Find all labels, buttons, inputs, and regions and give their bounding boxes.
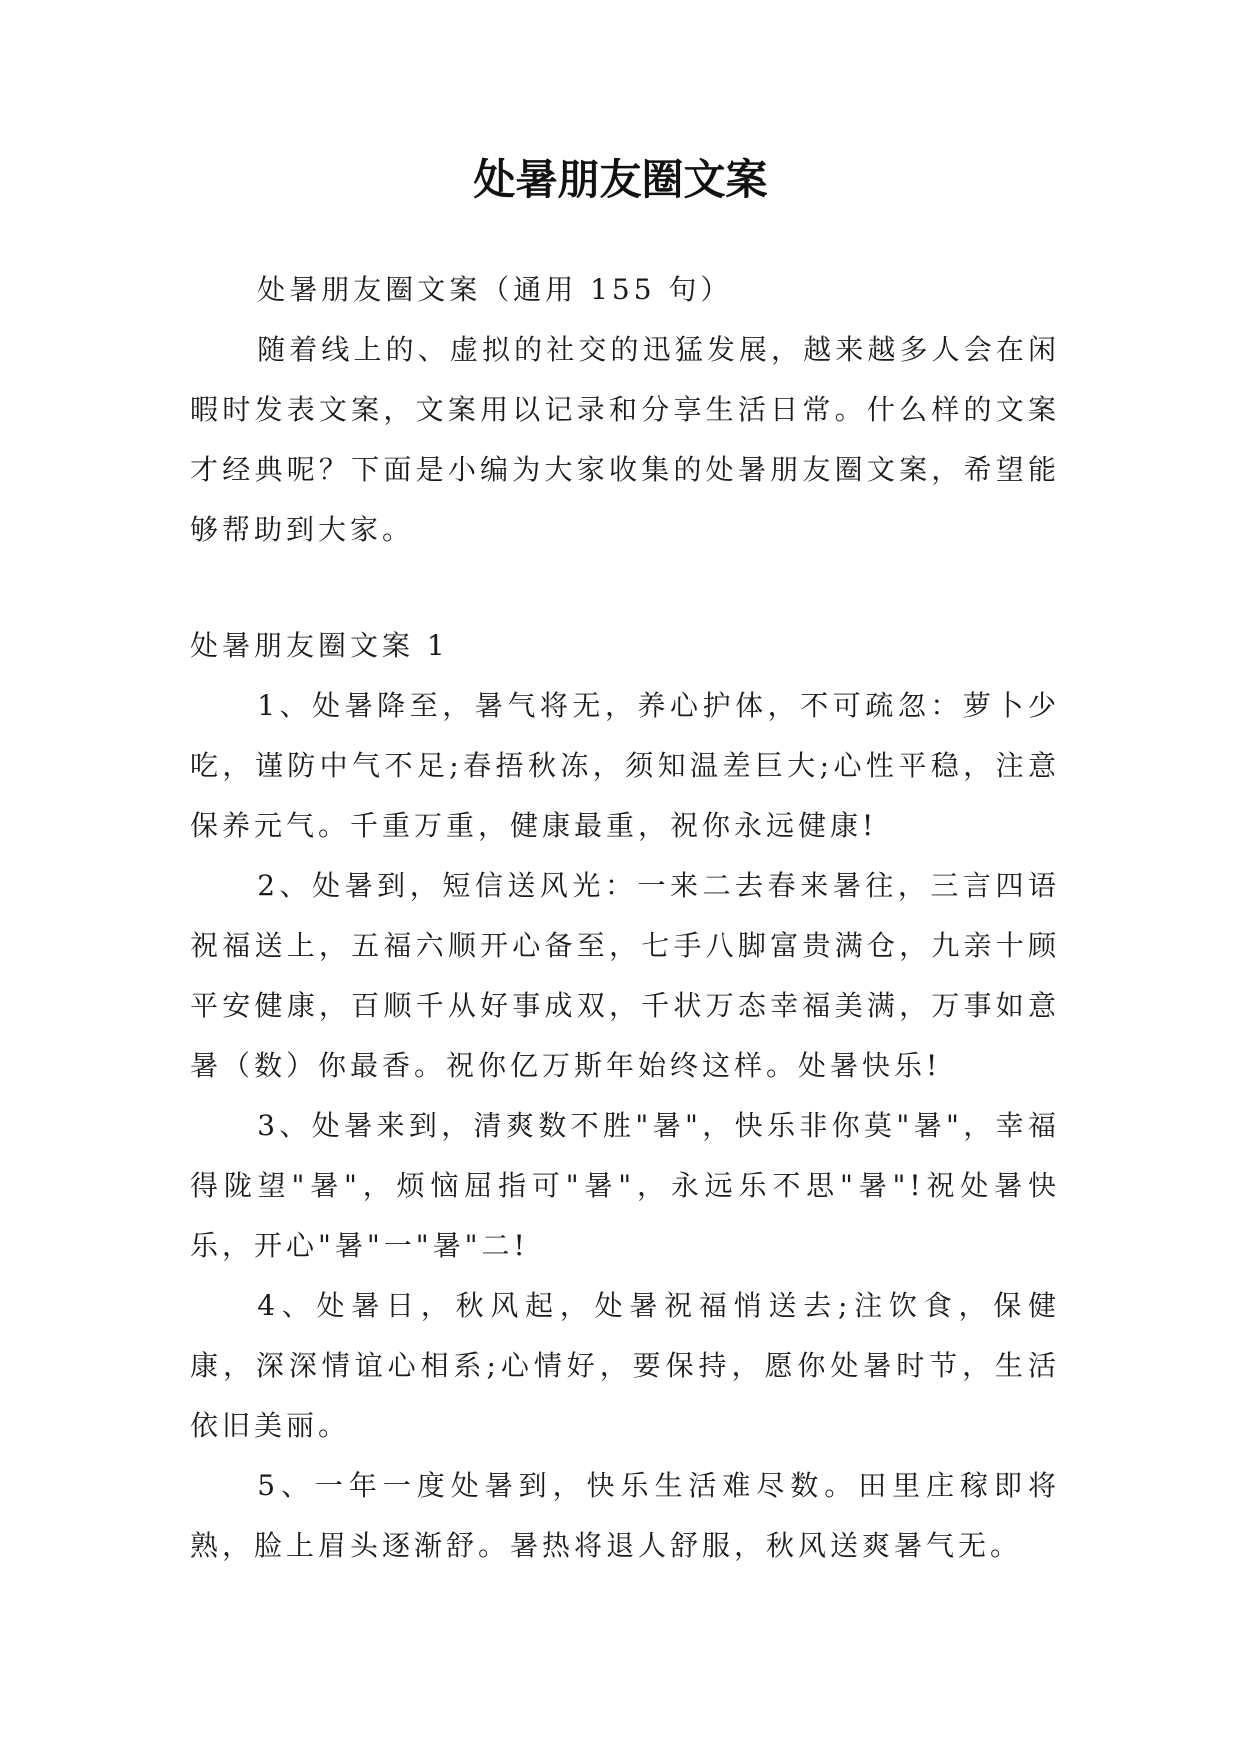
list-item: 5、一年一度处暑到，快乐生活难尽数。田里庄稼即将熟，脸上眉头逐渐舒。暑热将退人舒服，秋风送爽暑气无。 <box>190 1469 1060 1562</box>
section-spacer <box>190 560 1060 616</box>
document-title: 处暑朋友圈文案 <box>473 155 768 204</box>
section-heading: 处暑朋友圈文案 1 <box>190 629 449 662</box>
document-body <box>190 260 1060 1576</box>
list-item: 1、处暑降至，暑气将无，养心护体，不可疏忽：萝卜少吃，谨防中气不足;春捂秋冻，须知温差巨大;心性平稳，注意保养元气。千重万重，健康最重，祝你永远健康! <box>190 689 1060 842</box>
intro-paragraph: 随着线上的、虚拟的社交的迅猛发展，越来越多人会在闲暇时发表文案，文案用以记录和分享生活日常。什么样的文案才经典呢？下面是小编为大家收集的处暑朋友圈文案，希望能够帮助到大家。 <box>190 333 1060 546</box>
list-item: 4、处暑日，秋风起，处暑祝福悄送去;注饮食，保健康，深深情谊心相系;心情好，要保持，愿你处暑时节，生活依旧美丽。 <box>190 1289 1060 1442</box>
list-item: 2、处暑到，短信送风光：一来二去春来暑往，三言四语祝福送上，五福六顺开心备至，七手八脚富贵满仓，九亲十顾平安健康，百顺千从好事成双，千状万态幸福美满，万事如意暑（数）你最香。祝你亿万斯年始终这样。处暑快乐! <box>190 869 1060 1082</box>
list-item: 3、处暑来到，清爽数不胜"暑"，快乐非你莫"暑"，幸福得陇望"暑"，烦恼屈指可"暑"，永远乐不思"暑"!祝处暑快乐，开心"暑"一"暑"二! <box>190 1109 1060 1262</box>
document-subtitle: 处暑朋友圈文案（通用 155 句） <box>257 273 733 306</box>
